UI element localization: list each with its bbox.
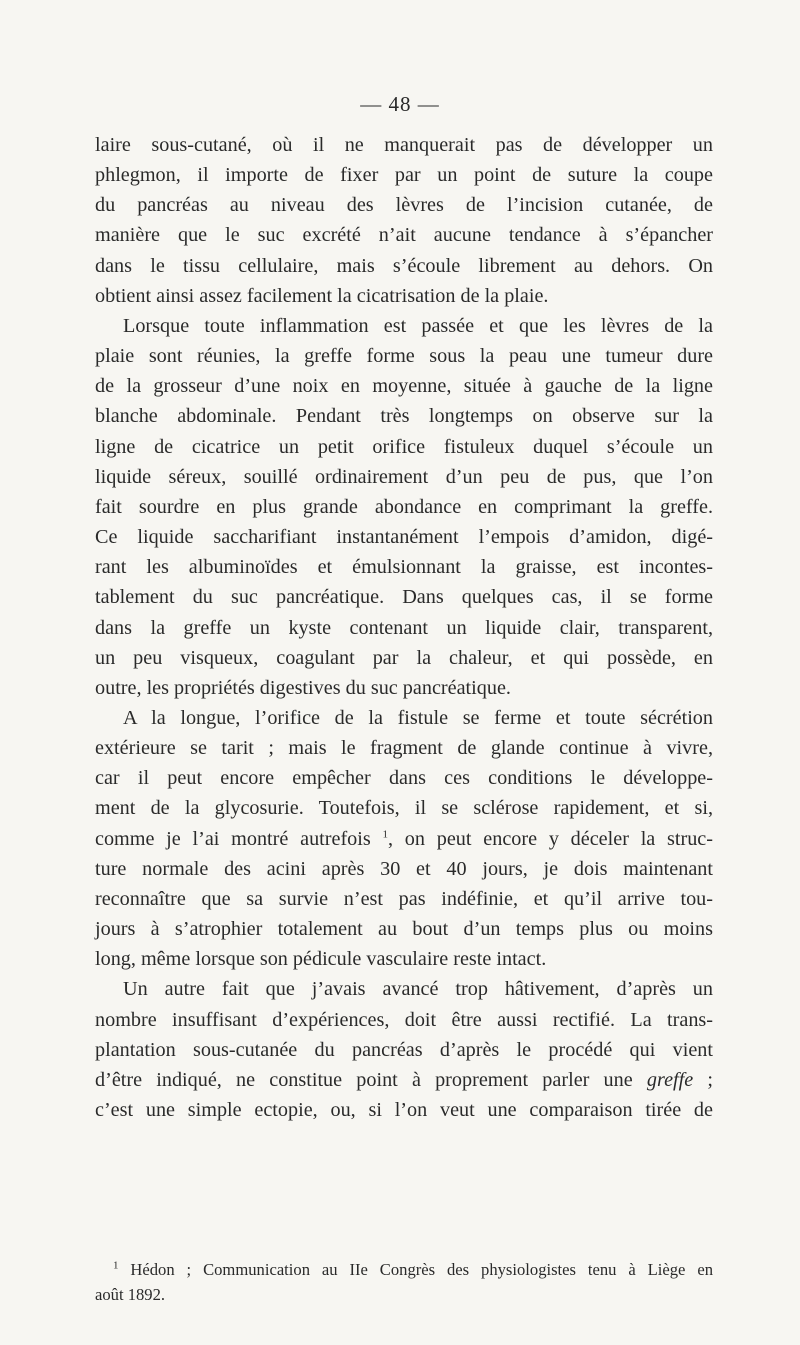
text-line: manière que le suc excrété n’ait aucune tendance à s’épancher <box>95 224 713 247</box>
text-line: phlegmon, il importe de fixer par un point de suture la coupe <box>95 164 713 187</box>
text-line: nombre insuffisant d’expériences, doit être aussi rectifié. La trans- <box>95 1008 713 1031</box>
text-line: rant les albuminoïdes et émulsionnant la graisse, est incontes- <box>95 556 713 579</box>
emphasized-word: greffe <box>646 1068 694 1091</box>
paragraph-start: Lorsque toute inflammation est passée et que les lèvres de la <box>123 314 713 337</box>
text-line: de la grosseur d’une noix en moyenne, située à gauche de la ligne <box>95 375 713 398</box>
text-fragment: comme je l’ai montré autrefois <box>95 827 371 850</box>
paragraph-start: A la longue, l’orifice de la fistule se ferme et toute sécrétion <box>123 706 713 729</box>
text-line: plaie sont réunies, la greffe forme sous la peau une tumeur dure <box>95 345 713 368</box>
text-line: tablement du suc pancréatique. Dans quelques cas, il se forme <box>95 586 713 609</box>
text-line: dans le tissu cellulaire, mais s’écoule librement au dehors. On <box>95 254 713 277</box>
footnote-marker: 1 <box>113 1259 119 1272</box>
footnote-line <box>95 1257 713 1282</box>
body-text <box>95 130 713 1125</box>
text-fragment: ; <box>693 1068 713 1091</box>
footnote-line: août 1892. <box>95 1285 166 1304</box>
text-line: dans la greffe un kyste contenant un liquide clair, transparent, <box>95 616 713 639</box>
page-number: — 48 — <box>360 92 440 116</box>
text-line: fait sourdre en plus grande abondance en comprimant la greffe. <box>95 495 713 518</box>
text-line: un peu visqueux, coagulant par la chaleur, et qui possède, en <box>95 646 713 669</box>
footnote-text: Hédon ; Communication au IIe Congrès des physiologistes tenu à Liège en <box>130 1260 713 1279</box>
text-fragment: d’être indiqué, ne constitue point à proprement parler une <box>95 1068 633 1091</box>
text-line: ligne de cicatrice un petit orifice fistuleux duquel s’écoule un <box>95 435 713 458</box>
text-fragment: , on peut encore y déceler la struc- <box>388 827 713 850</box>
text-line: ture normale des acini après 30 et 40 jours, je dois maintenant <box>95 857 713 880</box>
text-line: car il peut encore empêcher dans ces conditions le développe- <box>95 767 713 790</box>
footnote-reference[interactable]: 1 <box>382 827 388 840</box>
text-line: reconnaître que sa survie n’est pas indéfinie, et qu’il arrive tou- <box>95 887 713 910</box>
text-line: outre, les propriétés digestives du suc pancréatique. <box>95 676 511 699</box>
text-line: jours à s’atrophier totalement au bout d’un temps plus ou moins <box>95 918 713 941</box>
text-line: long, même lorsque son pédicule vasculaire reste intact. <box>95 948 547 971</box>
text-line: ment de la glycosurie. Toutefois, il se sclérose rapidement, et si, <box>95 797 713 820</box>
text-line-with-emphasis <box>95 1065 713 1095</box>
text-line: laire sous-cutané, où il ne manquerait pas de développer un <box>95 134 713 156</box>
text-line: obtient ainsi assez facilement la cicatrisation de la plaie. <box>95 284 549 307</box>
text-line: blanche abdominale. Pendant très longtemps on observe sur la <box>95 405 713 428</box>
text-line: extérieure se tarit ; mais le fragment de glande continue à vivre, <box>95 737 713 760</box>
text-line: plantation sous-cutanée du pancréas d’après le procédé qui vient <box>95 1038 713 1061</box>
text-line: liquide séreux, souillé ordinairement d’un peu de pus, que l’on <box>95 465 713 488</box>
footnote <box>95 1257 713 1307</box>
text-line-with-footnote-ref <box>95 824 713 854</box>
text-line: du pancréas au niveau des lèvres de l’incision cutanée, de <box>95 194 713 217</box>
paragraph-start: Un autre fait que j’avais avancé trop hâtivement, d’après un <box>123 978 713 1001</box>
text-line: c’est une simple ectopie, ou, si l’on veut une comparaison tirée de <box>95 1099 713 1121</box>
text-line: Ce liquide saccharifiant instantanément l’empois d’amidon, digé- <box>95 526 713 549</box>
